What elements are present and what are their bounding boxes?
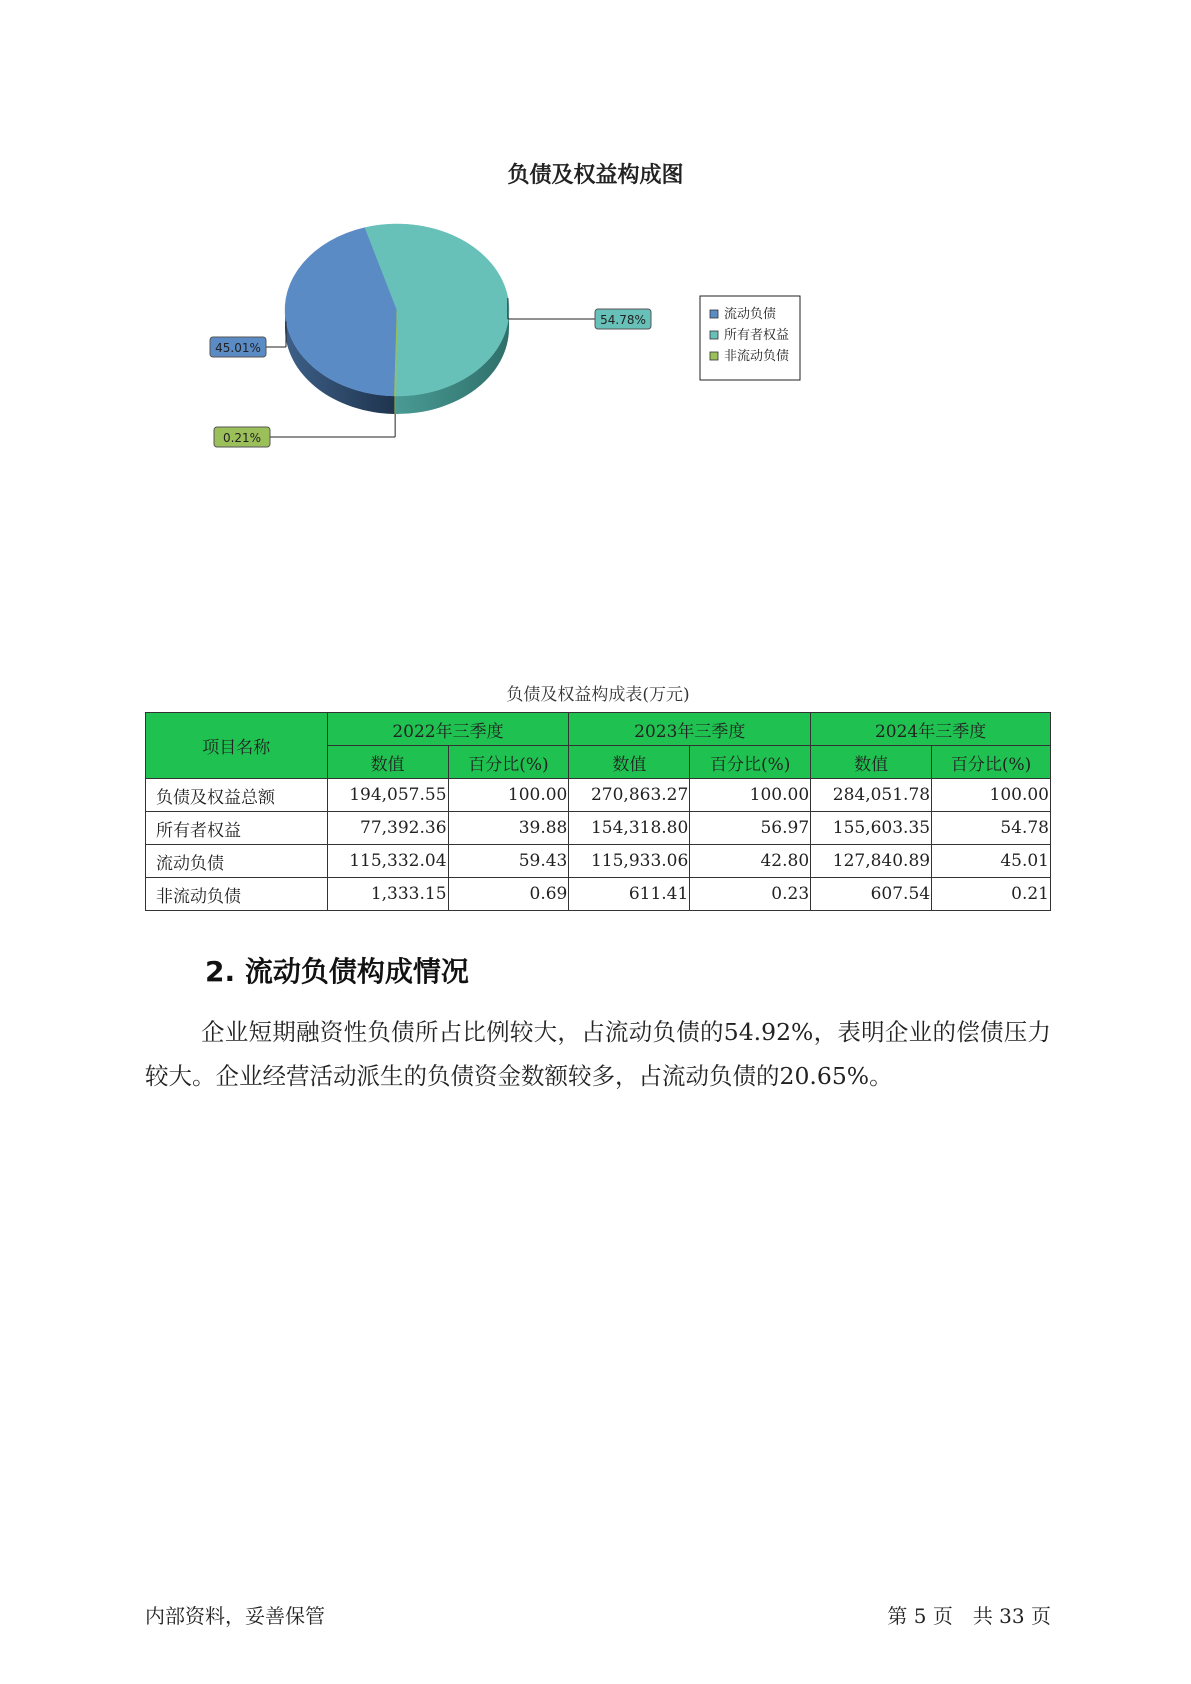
header-value: 数值 [327,746,448,779]
pie-chart [0,200,1191,480]
header-percent: 百分比(%) [690,746,811,779]
value-cell: 607.54 [811,878,932,911]
value-cell: 77,392.36 [327,812,448,845]
percent-cell: 100.00 [932,779,1051,812]
value-cell: 1,333.15 [327,878,448,911]
body-paragraph: 企业短期融资性负债所占比例较大，占流动负债的54.92%，表明企业的偿债压力较大。企业经营活动派生的负债资金数额较多，占流动负债的20.65%。 [145,1018,1051,1090]
legend-swatch [710,352,718,360]
legend-swatch [710,331,718,339]
data-label: 54.78% [600,313,646,327]
pie-side-noncurrent-liabilities [394,396,395,414]
data-label: 45.01% [215,341,261,355]
value-cell: 154,318.80 [569,812,690,845]
percent-cell: 45.01 [932,845,1051,878]
header-item-name: 项目名称 [146,713,328,779]
header-percent: 百分比(%) [932,746,1051,779]
percent-cell: 59.43 [448,845,569,878]
row-label: 负债及权益总额 [146,779,328,812]
value-cell: 284,051.78 [811,779,932,812]
percent-cell: 56.97 [690,812,811,845]
percent-cell: 0.69 [448,878,569,911]
table-body [146,779,1051,911]
table-row [146,812,1051,845]
percent-cell: 0.23 [690,878,811,911]
value-cell: 127,840.89 [811,845,932,878]
row-label: 非流动负债 [146,878,328,911]
legend-label: 非流动负债 [724,349,790,364]
percent-cell: 42.80 [690,845,811,878]
value-cell: 611.41 [569,878,690,911]
footer-confidential-note: 内部资料，妥善保管 [145,1604,325,1628]
legend-label: 流动负债 [724,307,777,322]
percent-cell: 100.00 [690,779,811,812]
value-cell: 155,603.35 [811,812,932,845]
header-period-2022: 2022年三季度 [327,713,569,746]
table-caption: 负债及权益构成表(万元) [506,685,690,705]
header-percent: 百分比(%) [448,746,569,779]
percent-cell: 0.21 [932,878,1051,911]
percent-cell: 39.88 [448,812,569,845]
value-cell: 115,332.04 [327,845,448,878]
value-cell: 115,933.06 [569,845,690,878]
table-row [146,779,1051,812]
legend-swatch [710,310,718,318]
footer-page-number: 第 5 页 共 33 页 [887,1604,1051,1628]
row-label: 所有者权益 [146,812,328,845]
row-label: 流动负债 [146,845,328,878]
liability-equity-table [145,712,1051,911]
header-period-2024: 2024年三季度 [811,713,1051,746]
value-cell: 270,863.27 [569,779,690,812]
chart-title: 负债及权益构成图 [507,163,684,188]
header-value: 数值 [811,746,932,779]
table-row [146,878,1051,911]
chart-legend [700,296,800,380]
header-value: 数值 [569,746,690,779]
legend-label: 所有者权益 [724,328,790,343]
section-heading: 2. 流动负债构成情况 [205,955,469,988]
table-row [146,845,1051,878]
percent-cell: 54.78 [932,812,1051,845]
header-period-2023: 2023年三季度 [569,713,811,746]
data-label: 0.21% [222,431,262,445]
value-cell: 194,057.55 [327,779,448,812]
percent-cell: 100.00 [448,779,569,812]
